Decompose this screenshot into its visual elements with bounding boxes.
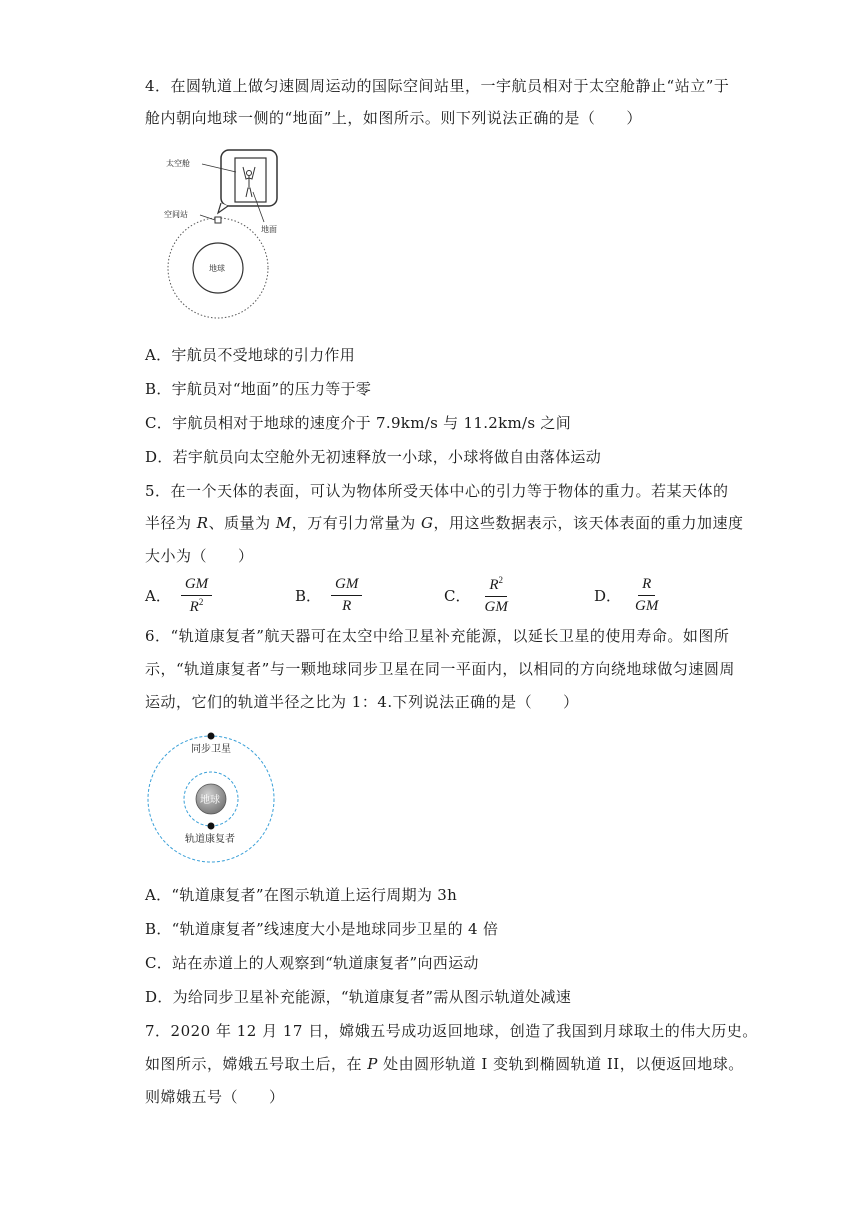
label-rehab: 轨道康复者 [185, 834, 235, 845]
q5-option-d: D． $\frac{R}{GM}$ [594, 576, 659, 614]
q5-stem-line2: 半径为 R、质量为 M，万有引力常量为 G，用这些数据表示，该天体表面的重力加速度 [145, 514, 744, 532]
q5-option-c: C． $\frac{R^2}{GM}$ [444, 575, 508, 615]
label-earth-2: 地球 [200, 795, 220, 806]
q6-option-c: C．站在赤道上的人观察到“轨道康复者”向西运动 [145, 954, 479, 972]
q4-stem-line2: 舱内朝向地球一侧的“地面”上，如图所示。则下列说法正确的是（ ） [145, 109, 642, 127]
label-sync-satellite: 同步卫星 [191, 744, 231, 755]
q7-stem-line1: 7．2020 年 12 月 17 日，嫦娥五号成功返回地球，创造了我国到月球取土的伟大历史。 [145, 1022, 758, 1040]
q5-stem-line1: 5．在一个天体的表面，可认为物体所受天体中心的引力等于物体的重力。若某天体的 [145, 482, 729, 500]
q6-stem-line3: 运动，它们的轨道半径之比为 1：4.下列说法正确的是（ ） [145, 693, 579, 711]
space-station-figure [160, 145, 300, 320]
label-floor: 地面 [261, 225, 277, 234]
q6-stem-line2: 示，“轨道康复者”与一颗地球同步卫星在同一平面内，以相同的方向绕地球做匀速圆周 [145, 660, 735, 678]
q5-option-b: B． $\frac{GM}{R}$ [295, 576, 362, 614]
q6-option-a: A．“轨道康复者”在图示轨道上运行周期为 3h [145, 886, 458, 904]
q4-stem-line1: 4．在圆轨道上做匀速圆周运动的国际空间站里，一宇航员相对于太空舱静止“站立”于 [145, 77, 730, 95]
q5-option-a: A． $\frac{GM}{R^2}$ [145, 576, 212, 615]
q6-stem-line1: 6．“轨道康复者”航天器可在太空中给卫星补充能源，以延长卫星的使用寿命。如图所 [145, 627, 730, 645]
orbit-rehab-figure [143, 730, 283, 865]
q7-stem-line3: 则嫦娥五号（ ） [145, 1088, 285, 1106]
q4-option-c: C．宇航员相对于地球的速度介于 7.9km/s 与 11.2km/s 之间 [145, 414, 572, 432]
q4-option-d: D．若宇航员向太空舱外无初速释放一小球，小球将做自由落体运动 [145, 448, 602, 466]
label-cabin: 太空舱 [166, 159, 190, 168]
q6-option-b: B．“轨道康复者”线速度大小是地球同步卫星的 4 倍 [145, 920, 499, 938]
sync-satellite-dot [208, 733, 215, 740]
q5-stem-line3: 大小为（ ） [145, 547, 254, 565]
rehab-craft-dot [208, 823, 215, 830]
label-earth: 地球 [209, 264, 225, 273]
q4-option-a: A．宇航员不受地球的引力作用 [145, 346, 356, 364]
q4-option-b: B．宇航员对“地面”的压力等于零 [145, 380, 372, 398]
q6-option-d: D．为给同步卫星补充能源，“轨道康复者”需从图示轨道处减速 [145, 988, 572, 1006]
q7-stem-line2: 如图所示，嫦娥五号取土后，在 P 处由圆形轨道 I 变轨到椭圆轨道 II，以便返回地球。 [145, 1055, 744, 1073]
label-station: 空间站 [164, 210, 188, 219]
